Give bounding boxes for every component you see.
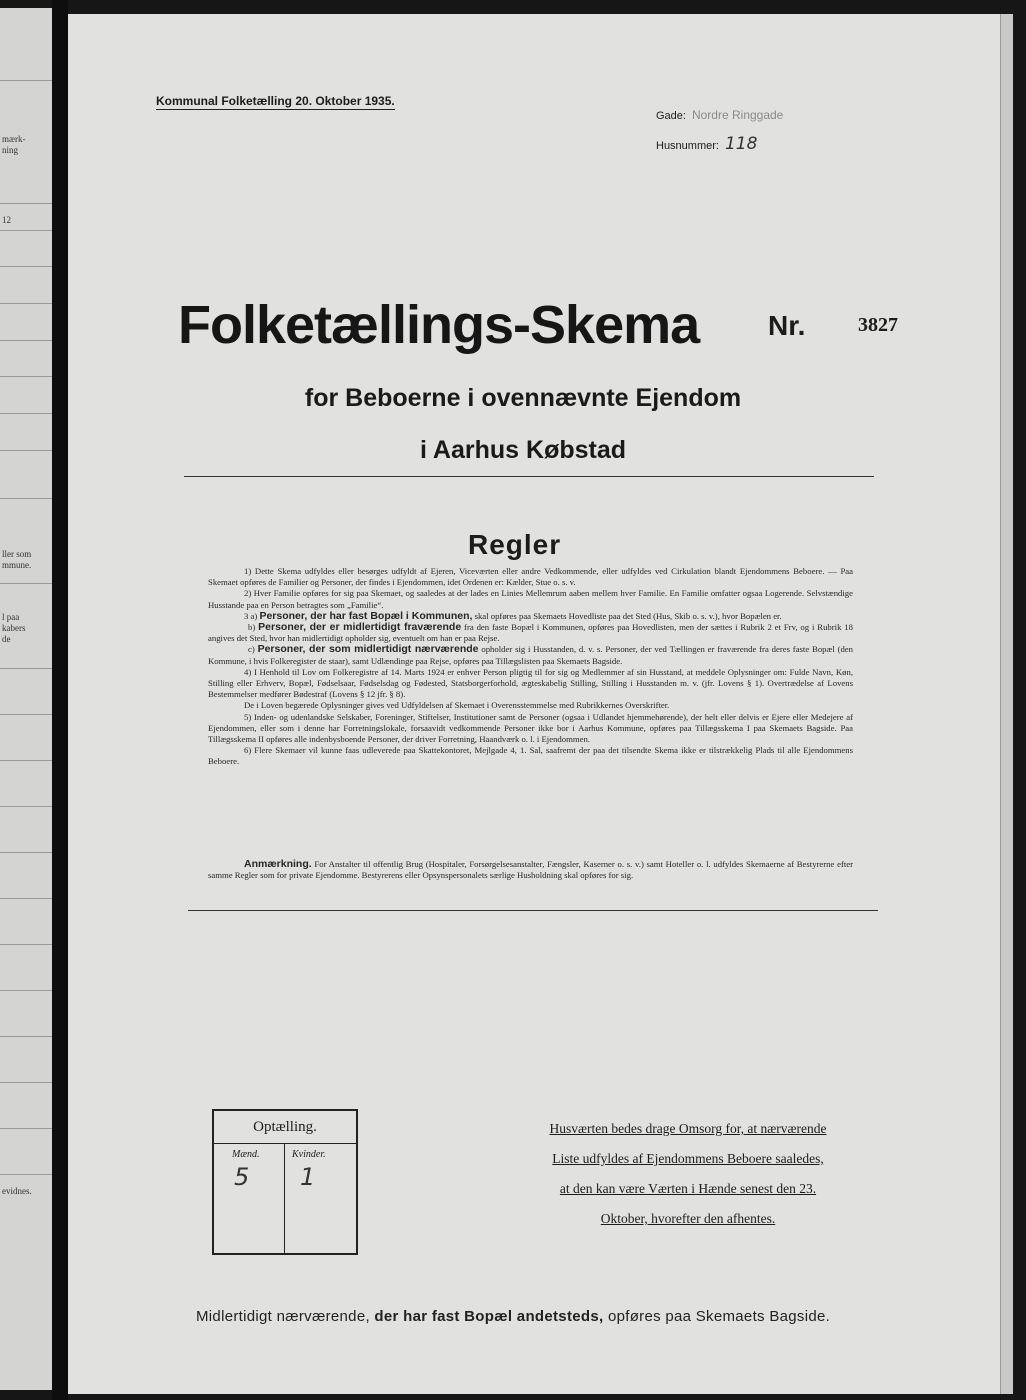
rule-5: 5) Inden- og udenlandske Selskaber, Foreninger, Stiftelser, Institutioner samt de Personer (ogsaa i Udlandet hjemmehørende), der helt eller delvis er Ejere eller Medejere af Ejendommen, eller som i denne har Forretningslokale, forsaavidt vedkommende Personer ikke bor i Aarhus Kommune, opføres paa Tillægsskema I paa Skemaets Bagside. Paa Tillægsskema II opføres alle indenbysboende Personer, der driver Forretning, Haandværk o. l. i Ejendommen. (208, 711, 853, 745)
rule-3a-text: skal opføres paa Skemaets Hovedliste paa det Sted (Hus, Skib o. s. v.), hvor Bopælen er. (474, 610, 782, 621)
rules-heading: Regler (468, 529, 562, 560)
footer-part-bold: der har fast Bopæl andetsteds, (374, 1308, 604, 1325)
rule-3c-highlight: Personer, der som midlertidigt nærværende (257, 643, 479, 656)
count-box-divider (284, 1143, 285, 1253)
rule-2: 2) Hver Familie opføres for sig paa Skemaet, og saaledes at der lades en Linies Mellemrum aaben mellem hver Familie. En Familie omfatter ogsaa Logerende. Selvstændige Husstande paa en Person betragtes som „Familie“. (208, 588, 853, 610)
rule-3b (208, 622, 853, 644)
men-label: Mænd. (232, 1149, 260, 1160)
census-date-line: Kommunal Folketælling 20. Oktober 1935. (156, 94, 395, 108)
divider (188, 910, 878, 911)
house-number-value: 118 (724, 134, 758, 154)
women-label: Kvinder. (292, 1149, 326, 1160)
house-number-field (656, 134, 757, 154)
page-edge (1000, 14, 1013, 1394)
form-location: i Aarhus Købstad (419, 436, 627, 464)
rule-3a-highlight: Personer, der har fast Bopæl i Kommunen, (259, 609, 473, 622)
notice-line: Oktober, hvorefter den afhentes. (600, 1211, 776, 1226)
form-title: Folketællings-Skema (178, 295, 700, 355)
footer-part: Midlertidigt nærværende, (196, 1308, 370, 1325)
rules-text (208, 566, 853, 768)
street-value: Nordre Ringgade (691, 108, 784, 122)
street-label: Gade: (656, 110, 686, 122)
street-field (656, 108, 783, 122)
divider (184, 476, 874, 477)
men-count: 5 (234, 1163, 250, 1191)
count-box (212, 1109, 358, 1255)
rule-3a-number: 3 a) (244, 610, 258, 621)
census-form-page (68, 14, 1010, 1394)
fragment-text: 12 (2, 215, 11, 225)
form-subtitle: for Beboerne i ovennævnte Ejendom (304, 384, 742, 412)
fragment-text: evidnes. (2, 1186, 32, 1196)
house-number-label: Husnummer: (656, 140, 719, 152)
notice-line: Liste udfyldes af Ejendommens Beboere saaledes, (552, 1151, 824, 1166)
rule-3b-text: fra den faste Bopæl i Kommunen, opføres paa Hovedlisten, men der sættes i Rubrik 2 et Frv, og i Rubrik 18 angives det Sted, hvor han midlertidigt opholder sig, eventuelt om han er paa Rejse. (208, 622, 853, 644)
remark-label: Anmærkning. (244, 858, 312, 870)
book-gutter (52, 0, 68, 1400)
women-count: 1 (300, 1163, 316, 1191)
fragment-text: mærk- ning (2, 134, 26, 155)
notice-line: Husværten bedes drage Omsorg for, at nærværende (549, 1121, 827, 1136)
count-box-rule (214, 1143, 356, 1144)
form-number-label: Nr. (768, 310, 806, 341)
rule-3b-number: b) (248, 622, 256, 633)
rule-3c-number: c) (248, 644, 255, 655)
fragment-text: l paa kabers de (2, 612, 26, 644)
notice-line: at den kan være Værten i Hænde senest den 23. (559, 1181, 817, 1196)
rule-3c (208, 644, 853, 666)
rule-1: 1) Dette Skema udfyldes eller besørges udfyldt af Ejeren, Viceværten eller andre Vedkommende, eller udfyldes ved Cirkulation blandt Ejendommens Beboere. — Paa Skemaet opføres de Familier og Personer, der findes i Ejendommen, idet Ordenen er: Kælder, Stue o. s. v. (208, 566, 853, 588)
rule-3c-text: opholder sig i Husstanden, d. v. s. Personer, der ved Tællingen er fraværende fra deres faste Bopæl (den Kommune, i hvis Folkeregister de staar), samt Udlændinge paa Rejse, opføres paa Tillægslisten paa Skemaets Bagside. (208, 644, 854, 666)
rule-4b: De i Loven begærede Oplysninger gives ved Udfyldelsen af Skemaet i Overensstemmelse med Rubrikkernes Overskrifter. (244, 700, 670, 711)
form-number-value: 3827 (858, 314, 898, 336)
landlord-notice (508, 1114, 868, 1234)
footer-note (196, 1308, 830, 1325)
remark-block (208, 859, 853, 881)
rule-6: 6) Flere Skemaer vil kunne faas udleverede paa Skattekontoret, Mejlgade 4, 1. Sal, saafremt der paa det tilsendte Skema ikke er tilstrækkelig Plads til alle Ejendommens Beboere. (208, 745, 853, 767)
fragment-text: ller som mmune. (2, 549, 32, 570)
footer-part: opføres paa Skemaets Bagside. (607, 1308, 831, 1325)
remark-text: For Anstalter til offentlig Brug (Hospitaler, Forsørgelsesanstalter, Fængsler, Kaserner o. s. v.) samt Hoteller o. l. udfyldes Skemaerne af Bestyrerne efter samme Regler som for private Ejendomme. Bestyrerens eller Opsynspersonalets særlige Husholdning skal opføres for sig. (208, 859, 853, 881)
adjacent-page-fragment (0, 8, 52, 1390)
rule-4: 4) I Henhold til Lov om Folkeregistre af 14. Marts 1924 er enhver Person pligtig til for sig og Medlemmer af sin Husstand, at meddele Oplysninger om: Fulde Navn, Køn, Stilling eller Erhverv, Bopæl, Fødselsaar, Fødselsdag og Fødested, Statsborgerforhold, ægteskabelig Stilling, Stilling i Husstanden m. v. (jfr. Lovens § 1). Overtrædelse af Lovens Bestemmelser medfører Bødestraf (Lovens § 12 jfr. § 8). (208, 666, 853, 700)
count-box-title: Optælling. (253, 1119, 317, 1135)
rule-3b-highlight: Personer, der er midlertidigt fraværende (258, 621, 462, 634)
